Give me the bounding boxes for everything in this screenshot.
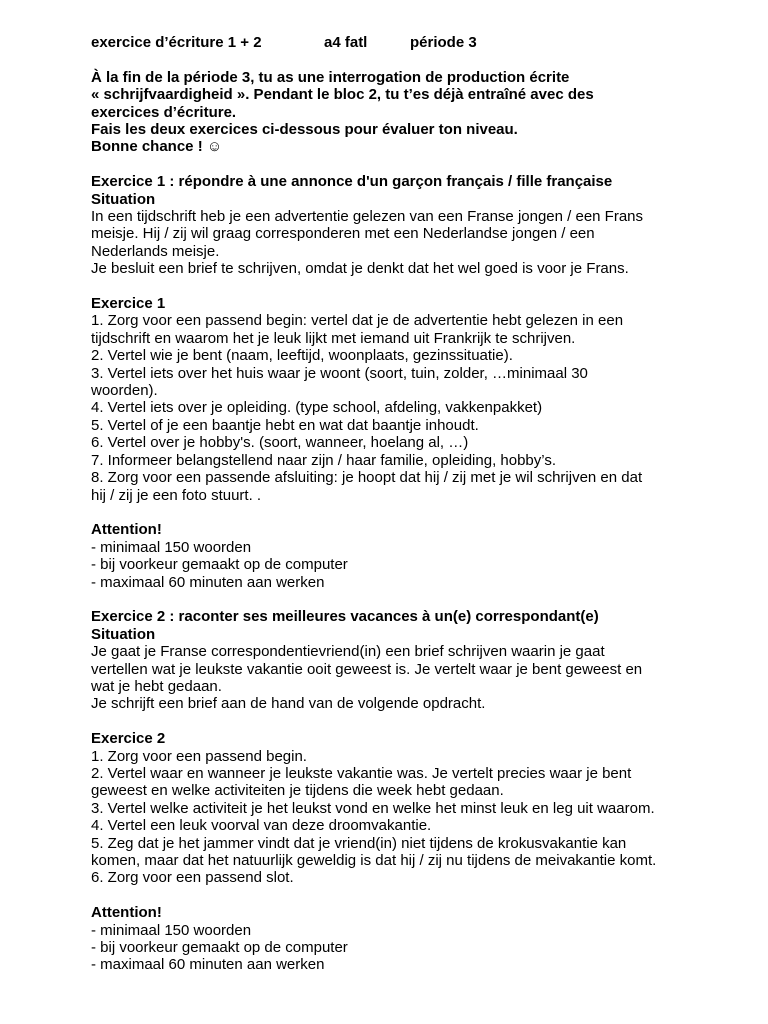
- exercise-1-attention-line: - bij voorkeur gemaakt op de computer: [91, 556, 348, 574]
- exercise-1-task-line: 7. Informeer belangstellend naar zijn / haar familie, opleiding, hobby’s.: [91, 451, 556, 469]
- exercise-2-task-line: 6. Zorg voor een passend slot.: [91, 869, 294, 887]
- spacer: [91, 156, 731, 173]
- exercise-2-attention-heading: Attention!: [91, 904, 162, 922]
- spacer: [91, 504, 731, 521]
- exercise-1-task-line: 6. Vertel over je hobby's. (soort, wanneer, hoelang al, …): [91, 434, 469, 452]
- exercise-2-heading: Exercice 2 : raconter ses meilleures vacances à un(e) correspondant(e): [91, 608, 599, 626]
- document-page: [91, 34, 731, 974]
- exercise-2-task-line: 1. Zorg voor een passend begin.: [91, 747, 307, 765]
- exercise-1-task-line: woorden).: [91, 382, 158, 400]
- exercise-2-attention-line: - minimaal 150 woorden: [91, 921, 252, 939]
- exercise-1-task-line: 4. Vertel iets over je opleiding. (type school, afdeling, vakkenpakket): [91, 399, 543, 417]
- document-header: [91, 34, 731, 51]
- intro-line: À la fin de la période 3, tu as une interrogation de production écrite: [91, 68, 570, 86]
- exercise-1-situation-line: Je besluit een brief te schrijven, omdat je denkt dat het wel goed is voor je Frans.: [91, 260, 629, 278]
- class-label: a4 fatl: [324, 34, 368, 51]
- spacer: [91, 51, 731, 68]
- exercise-2-task-heading: Exercice 2: [91, 730, 166, 748]
- exercise-1-situation-line: In een tijdschrift heb je een advertentie gelezen van een Franse jongen / een Frans: [91, 208, 644, 226]
- exercise-2-situation-line: wat je hebt gedaan.: [91, 677, 222, 695]
- exercise-1-situation-line: meisje. Hij / zij wil graag corresponderen met een Nederlandse jongen / een: [91, 225, 595, 243]
- exercise-2-situation-line: Je schrijft een brief aan de hand van de volgende opdracht.: [91, 695, 486, 713]
- intro-line-wish: Bonne chance ! ☺: [91, 138, 223, 156]
- exercise-2-task-line: 4. Vertel een leuk voorval van deze droomvakantie.: [91, 817, 432, 835]
- spacer: [91, 278, 731, 295]
- exercise-1-task-line: tijdschrift en waarom het je leuk lijkt met iemand uit Frankrijk te schrijven.: [91, 329, 576, 347]
- exercise-1-attention-line: - maximaal 60 minuten aan werken: [91, 573, 325, 591]
- exercise-1-attention-heading: Attention!: [91, 521, 162, 539]
- exercise-1-task-line: 5. Vertel of je een baantje hebt en wat dat baantje inhoudt.: [91, 416, 479, 434]
- intro-line: Fais les deux exercices ci-dessous pour évaluer ton niveau.: [91, 121, 518, 138]
- exercise-1-heading: Exercice 1 : répondre à une annonce d'un garçon français / fille française: [91, 173, 613, 191]
- exercise-1-task-line: 3. Vertel iets over het huis waar je woont (soort, tuin, zolder, …minimaal 30: [91, 364, 588, 382]
- exercise-1-situation-label: Situation: [91, 190, 156, 208]
- exercise-2-task-line: geweest en welke activiteiten je tijdens die week hebt gedaan.: [91, 782, 504, 800]
- exercise-1-task-line: 1. Zorg voor een passend begin: vertel dat je de advertentie hebt gelezen in een: [91, 312, 624, 330]
- exercise-1-task-heading: Exercice 1: [91, 295, 166, 313]
- period-label: période 3: [410, 34, 477, 51]
- exercise-1-task-line: hij / zij je een foto stuurt. .: [91, 486, 262, 504]
- spacer: [91, 887, 731, 904]
- spacer: [91, 591, 731, 608]
- exercise-2-task-line: 3. Vertel welke activiteit je het leukst vond en welke het minst leuk en leg uit waarom.: [91, 799, 655, 817]
- exercise-2-task-line: 5. Zeg dat je het jammer vindt dat je vriend(in) niet tijdens de krokusvakantie kan: [91, 834, 627, 852]
- exercise-1-task-line: 8. Zorg voor een passende afsluiting: je hoopt dat hij / zij met je wil schrijven en dat: [91, 469, 643, 487]
- exercise-2-situation-line: Je gaat je Franse correspondentievriend(in) een brief schrijven waarin je gaat: [91, 643, 605, 661]
- exercise-2-section: [91, 608, 731, 974]
- intro-block: [91, 69, 731, 156]
- exercise-1-task-line: 2. Vertel wie je bent (naam, leeftijd, woonplaats, gezinssituatie).: [91, 347, 513, 365]
- exercise-2-situation-line: vertellen wat je leukste vakantie ooit geweest is. Je vertelt waar je bent geweest en: [91, 660, 643, 678]
- exercise-2-task-line: komen, maar dat het natuurlijk geweldig is dat hij / zij nu tijdens de meivakantie komt.: [91, 851, 657, 869]
- exercise-1-section: [91, 173, 731, 591]
- document-title: exercice d’écriture 1 + 2: [91, 34, 262, 51]
- exercise-1-attention-line: - minimaal 150 woorden: [91, 538, 252, 556]
- exercise-2-attention-line: - bij voorkeur gemaakt op de computer: [91, 939, 348, 956]
- exercise-2-task-line: 2. Vertel waar en wanneer je leukste vakantie was. Je vertelt precies waar je bent: [91, 764, 632, 782]
- exercise-2-attention-line: - maximaal 60 minuten aan werken: [91, 956, 325, 974]
- spacer: [91, 713, 731, 730]
- exercise-2-situation-label: Situation: [91, 625, 156, 643]
- intro-line: « schrijfvaardigheid ». Pendant le bloc 2, tu t’es déjà entraîné avec des: [91, 86, 594, 104]
- intro-line: exercices d’écriture.: [91, 103, 237, 121]
- exercise-1-situation-line: Nederlands meisje.: [91, 242, 220, 260]
